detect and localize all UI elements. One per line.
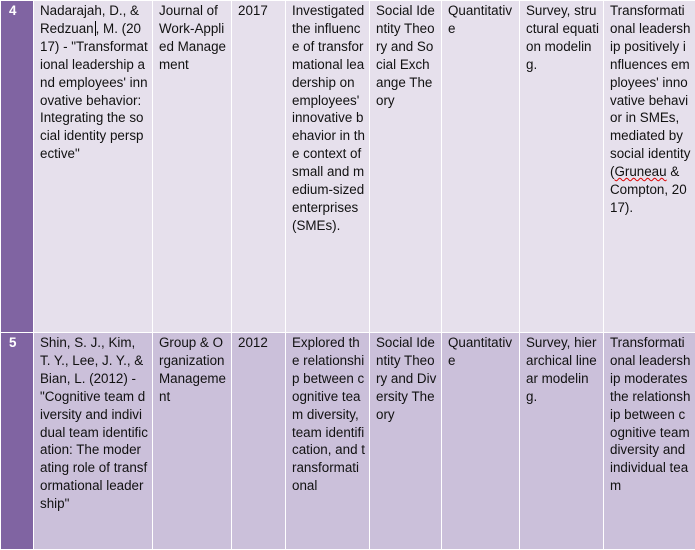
citation-cell[interactable] xyxy=(34,1,153,333)
findings-text: Transformational leadership positively influences employees' innovative behavior in SMEs, mediated by social identity ( xyxy=(610,3,690,179)
table-row xyxy=(1,1,695,333)
findings-text-continued: & Compton, 2017). xyxy=(610,164,687,215)
approach-cell[interactable]: Quantitative xyxy=(442,333,520,550)
row-number: 5 xyxy=(1,333,34,550)
method-cell[interactable]: Survey, hierarchical linear modeling. xyxy=(520,333,604,550)
journal-cell[interactable]: Journal of Work-Applied Management xyxy=(153,1,232,333)
citation-cell[interactable]: Shin, S. J., Kim, T. Y., Lee, J. Y., & Bian, L. (2012) - "Cognitive team diversity and individual team identification: The moderating role of transformational leadership" xyxy=(34,333,153,550)
citation-text: Nadarajah, D., & Redzuan xyxy=(40,3,139,36)
findings-cell[interactable] xyxy=(604,1,695,333)
year-cell[interactable]: 2017 xyxy=(232,1,286,333)
year-cell[interactable]: 2012 xyxy=(232,333,286,550)
journal-cell[interactable]: Group & Organization Management xyxy=(153,333,232,550)
spellcheck-flagged-word[interactable]: Gruneau xyxy=(614,164,666,179)
row-number: 4 xyxy=(1,1,34,333)
table-row xyxy=(1,333,695,550)
approach-cell[interactable]: Quantitative xyxy=(442,1,520,333)
purpose-cell[interactable]: Investigated the influence of transformational leadership on employees' innovative behavior in the context of small and medium-sized enterprises (SMEs). xyxy=(286,1,370,333)
method-cell[interactable]: Survey, structural equation modeling. xyxy=(520,1,604,333)
citation-text-continued: , M. (2017) - "Transformational leadership and employees' innovative behavior: Integrating the social identity perspective" xyxy=(40,21,148,161)
theory-cell[interactable]: Social Identity Theory and Social Exchange Theory xyxy=(370,1,442,333)
purpose-cell[interactable]: Explored the relationship between cognitive team diversity, team identification, and transformational xyxy=(286,333,370,550)
theory-cell[interactable]: Social Identity Theory and Diversity Theory xyxy=(370,333,442,550)
findings-cell[interactable]: Transformational leadership moderates the relationship between cognitive team diversity and individual team xyxy=(604,333,695,550)
